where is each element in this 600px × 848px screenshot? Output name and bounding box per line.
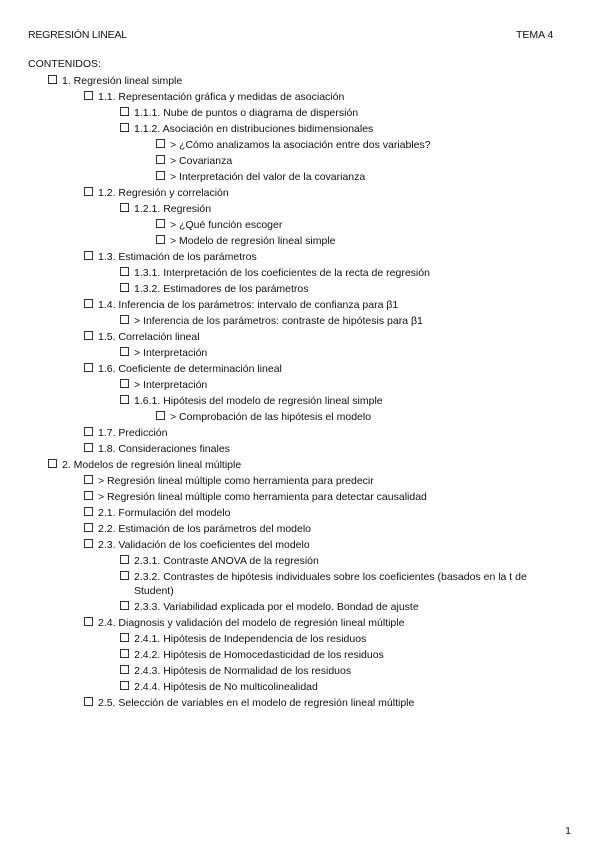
checkbox-icon[interactable] [120,649,129,658]
checkbox-icon[interactable] [156,235,165,244]
toc-item-text: 2.3.2. Contrastes de hipótesis individuales sobre los coeficientes (basados en la t de Student) [134,571,527,597]
checkbox-icon[interactable] [156,139,165,148]
toc-item [0,615,600,631]
checkbox-icon[interactable] [120,347,129,356]
checkbox-icon[interactable] [120,283,129,292]
checkbox-icon[interactable] [84,539,93,548]
toc-item [0,121,600,137]
checkbox-icon[interactable] [120,107,129,116]
toc-item [0,631,600,647]
toc-item [0,425,600,441]
toc-item [0,329,600,345]
checkbox-icon[interactable] [120,315,129,324]
checkbox-icon[interactable] [156,219,165,228]
toc-item [0,73,600,89]
toc-item-text: 2.2. Estimación de los parámetros del modelo [98,523,312,535]
toc-item-text: > Comprobación de las hipótesis el modelo [170,411,372,423]
toc-item [0,281,600,297]
toc-item-text: 1.6.1. Hipótesis del modelo de regresión lineal simple [134,395,383,407]
toc-item-text: > ¿Qué función escoger [170,219,283,231]
checkbox-icon[interactable] [156,411,165,420]
toc-item [0,313,600,329]
toc-item-text: 1.3.1. Interpretación de los coeficientes de la recta de regresión [134,267,430,279]
toc-item [0,137,600,153]
checkbox-icon[interactable] [48,459,57,468]
toc-item [0,409,600,425]
toc-item-text: 2.3.3. Variabilidad explicada por el modelo. Bondad de ajuste [134,601,419,613]
document-title: REGRESIÓN LINEAL [28,29,127,41]
toc-item [0,537,600,553]
toc-item [0,361,600,377]
checkbox-icon[interactable] [84,251,93,260]
toc-item-text: 2.4.1. Hipótesis de Independencia de los residuos [134,633,367,645]
toc-item-text: > Inferencia de los parámetros: contraste de hipótesis para β1 [134,315,423,327]
toc-item [0,457,600,473]
toc-item [0,377,600,393]
toc-item-text: 1. Regresión lineal simple [62,75,183,87]
toc-item-text: > Interpretación del valor de la covarianza [170,171,366,183]
toc-item-text: > Modelo de regresión lineal simple [170,235,336,247]
toc-item-text: 2.4.3. Hipótesis de Normalidad de los residuos [134,665,352,677]
toc-item-text: 2.4.2. Hipótesis de Homocedasticidad de los residuos [134,649,384,661]
toc-item-text: 1.5. Correlación lineal [98,331,200,343]
toc-item-text: > Regresión lineal múltiple como herramienta para predecir [98,475,374,487]
checkbox-icon[interactable] [120,379,129,388]
toc-item-text: 1.2. Regresión y correlación [98,187,229,199]
toc-item-text: 1.1.1. Nube de puntos o diagrama de dispersión [134,107,359,119]
toc-item-text: 2.4. Diagnosis y validación del modelo de regresión lineal múltiple [98,617,405,629]
checkbox-icon[interactable] [120,123,129,132]
checkbox-icon[interactable] [84,299,93,308]
toc-item [0,153,600,169]
toc-item-text: 2.4.4. Hipótesis de No multicolinealidad [134,681,318,693]
checkbox-icon[interactable] [48,75,57,84]
toc-item-text: 1.1. Representación gráfica y medidas de asociación [98,91,345,103]
toc-item [0,89,600,105]
checkbox-icon[interactable] [84,443,93,452]
toc-item-text: 1.1.2. Asociación en distribuciones bidimensionales [134,123,374,135]
toc-item [0,201,600,217]
toc-item [0,647,600,663]
checkbox-icon[interactable] [84,523,93,532]
toc-item-text: 1.3.2. Estimadores de los parámetros [134,283,309,295]
checkbox-icon[interactable] [120,555,129,564]
toc-item-text: 1.8. Consideraciones finales [98,443,230,455]
toc-item [0,441,600,457]
toc-item [0,105,600,121]
checkbox-icon[interactable] [84,475,93,484]
toc-item-text: > Regresión lineal múltiple como herramienta para detectar causalidad [98,491,427,503]
checkbox-icon[interactable] [120,681,129,690]
checkbox-icon[interactable] [84,617,93,626]
toc-item [0,521,600,537]
toc-item [0,505,600,521]
topic-label: TEMA 4 [516,29,554,41]
toc-item [0,489,600,505]
toc-item-text: 2.1. Formulación del modelo [98,507,231,519]
toc-item [0,569,600,599]
checkbox-icon[interactable] [84,427,93,436]
toc-item [0,233,600,249]
checkbox-icon[interactable] [120,665,129,674]
toc-item [0,249,600,265]
toc-item-text: > Covarianza [170,155,233,167]
checkbox-icon[interactable] [120,571,129,580]
toc-item-text: 1.6. Coeficiente de determinación lineal [98,363,282,375]
toc-item [0,599,600,615]
toc-item-text: 2. Modelos de regresión lineal múltiple [62,459,242,471]
toc-item-text: > ¿Cómo analizamos la asociación entre dos variables? [170,139,431,151]
checkbox-icon[interactable] [120,203,129,212]
toc-item [0,393,600,409]
checkbox-icon[interactable] [84,697,93,706]
toc-item [0,169,600,185]
checkbox-icon[interactable] [84,91,93,100]
toc-item [0,553,600,569]
toc-item [0,473,600,489]
checkbox-icon[interactable] [120,395,129,404]
checkbox-icon[interactable] [84,491,93,500]
toc-item [0,185,600,201]
checkbox-icon[interactable] [120,633,129,642]
checkbox-icon[interactable] [156,155,165,164]
toc-item-text: 1.4. Inferencia de los parámetros: intervalo de confianza para β1 [98,299,399,311]
toc-item-text: 2.3. Validación de los coeficientes del modelo [98,539,310,551]
checkbox-icon[interactable] [84,331,93,340]
checkbox-icon[interactable] [84,363,93,372]
toc-item-text: 1.3. Estimación de los parámetros [98,251,257,263]
toc-item-text: 1.7. Predicción [98,427,168,439]
checkbox-icon[interactable] [120,267,129,276]
contents-heading: CONTENIDOS: [28,58,101,70]
toc-item [0,345,600,361]
toc-item-text: 2.5. Selección de variables en el modelo de regresión lineal múltiple [98,697,415,709]
toc-item [0,297,600,313]
toc-item-text: 1.2.1. Regresión [134,203,212,215]
toc-item [0,265,600,281]
toc-item [0,695,600,711]
toc-item-text: > Interpretación [134,379,208,391]
checkbox-icon[interactable] [156,171,165,180]
checkbox-icon[interactable] [120,601,129,610]
table-of-contents [0,73,600,711]
toc-item [0,679,600,695]
toc-item-text: > Interpretación [134,347,208,359]
page-number: 1 [565,825,571,837]
toc-item-text: 2.3.1. Contraste ANOVA de la regresión [134,555,319,567]
toc-item [0,663,600,679]
toc-item [0,217,600,233]
checkbox-icon[interactable] [84,507,93,516]
checkbox-icon[interactable] [84,187,93,196]
